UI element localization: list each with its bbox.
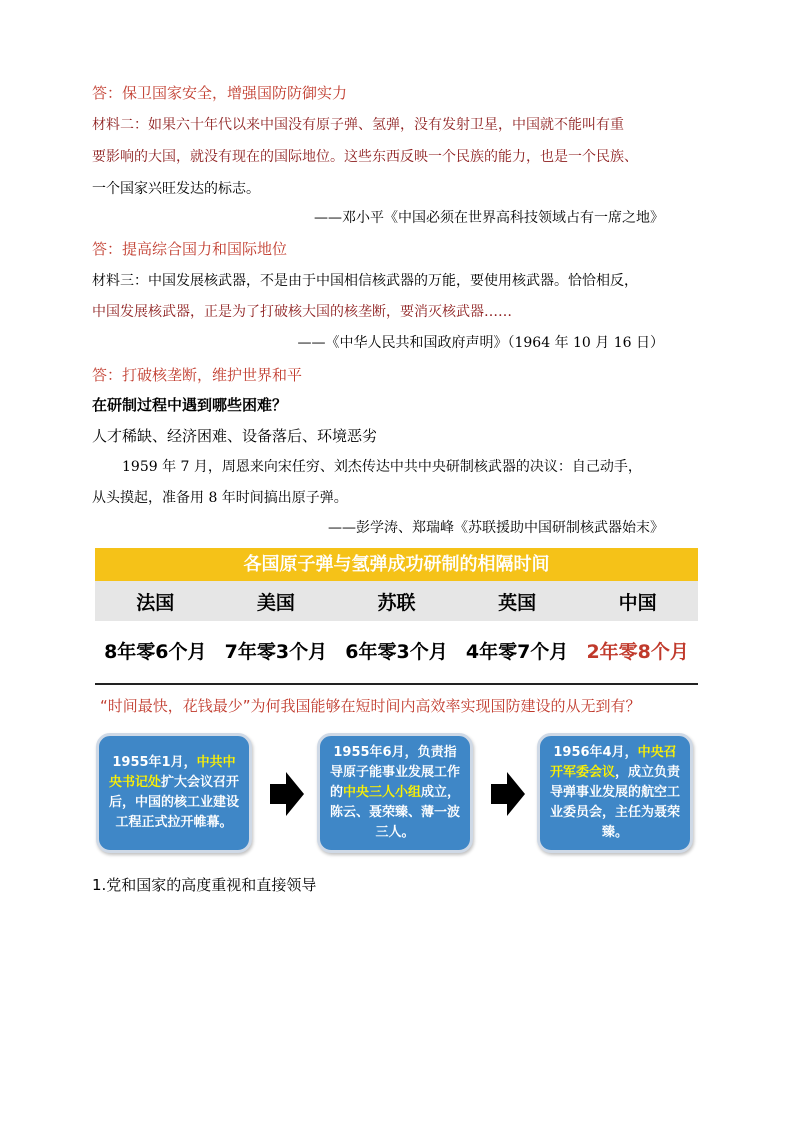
flow-1-text: 扩大会议召开后，中国的核工业建设工程正式拉开帷幕。 <box>108 775 240 830</box>
flow-box-2 <box>317 733 473 853</box>
arrow-right-icon <box>491 772 525 816</box>
answer-1: 答：保卫国家安全，增强国防防御实力 <box>92 84 348 102</box>
country-usa: 美国 <box>256 591 295 614</box>
interval-ussr: 6年零3个月 <box>345 640 448 663</box>
quote-line-2: 从头摸起，准备用 8 年时间搞出原子弹。 <box>92 490 348 506</box>
arrow-right-icon <box>270 772 304 816</box>
answer-3: 答：打破核垄断，维护世界和平 <box>92 366 303 384</box>
country-france: 法国 <box>136 591 175 614</box>
flow-2-highlight: 中央三人小组 <box>342 785 421 800</box>
country-ussr: 苏联 <box>377 591 416 614</box>
flow-2-date: 1955年6月，负责指导原子能事业发展工作的 <box>329 745 460 800</box>
answer-2: 答：提高综合国力和国际地位 <box>92 240 288 258</box>
flow-3-date: 1956年4月， <box>553 745 638 760</box>
material-2-line-3: 一个国家兴旺发达的标志。 <box>92 181 260 197</box>
quote-source: ——彭学涛、郑瑞峰《苏联援助中国研制核武器始末》 <box>328 520 664 536</box>
material-3-line-1: 材料三：中国发展核武器，不是由于中国相信核武器的万能，要使用核武器。恰恰相反， <box>92 273 638 289</box>
flow-2-text: 成立，陈云、聂荣臻、薄一波三人。 <box>329 785 461 840</box>
divider-line <box>95 683 698 685</box>
flow-1-date: 1955年1月， <box>112 755 197 770</box>
flow-3-highlight: 中央召开军委会议 <box>549 745 677 780</box>
interval-uk: 4年零7个月 <box>465 640 569 663</box>
interval-france: 8年零6个月 <box>104 640 207 663</box>
material-3-line-2: 中国发展核武器，正是为了打破核大国的核垄断，要消灭核武器…… <box>92 304 512 320</box>
difficulty-answer: 人才稀缺、经济困难、设备落后、环境恶劣 <box>92 427 378 445</box>
difficulty-question: 在研制过程中遇到哪些困难？ <box>92 396 288 414</box>
material-2-source: ——邓小平《中国必须在世界高科技领域占有一席之地》 <box>314 210 664 226</box>
material-2-line-2: 要影响的大国，就没有现在的国际地位。这些东西反映一个民族的能力，也是一个民族、 <box>92 149 638 165</box>
flow-box-1 <box>96 733 252 853</box>
comparison-table <box>95 548 698 679</box>
reason-1: 1.党和国家的高度重视和直接领导 <box>92 876 317 894</box>
interval-china: 2年零8个月 <box>586 640 689 663</box>
material-3-source: ——《中华人民共和国政府声明》（1964 年 10 月 16 日） <box>297 335 664 351</box>
flow-3-text: ，成立负责导弹事业发展的航空工业委员会，主任为聂荣臻。 <box>549 765 681 840</box>
country-china: 中国 <box>618 591 657 614</box>
efficiency-question: “时间最快，花钱最少”为何我国能够在短时间内高效率实现国防建设的从无到有？ <box>100 697 641 715</box>
flow-box-3 <box>537 733 693 853</box>
material-2-line-1: 材料二：如果六十年代以来中国没有原子弹、氢弹，没有发射卫星，中国就不能叫有重 <box>92 117 624 133</box>
comparison-header-row <box>95 581 698 621</box>
comparison-values-row <box>95 621 698 679</box>
country-uk: 英国 <box>498 591 537 614</box>
interval-usa: 7年零3个月 <box>224 640 328 663</box>
flow-1-highlight: 中共中央书记处 <box>108 755 236 790</box>
quote-line-1: 1959 年 7 月，周恩来向宋任穷、刘杰传达中共中央研制核武器的决议：自己动手， <box>122 459 642 475</box>
comparison-title: 各国原子弹与氢弹成功研制的相隔时间 <box>95 548 698 581</box>
